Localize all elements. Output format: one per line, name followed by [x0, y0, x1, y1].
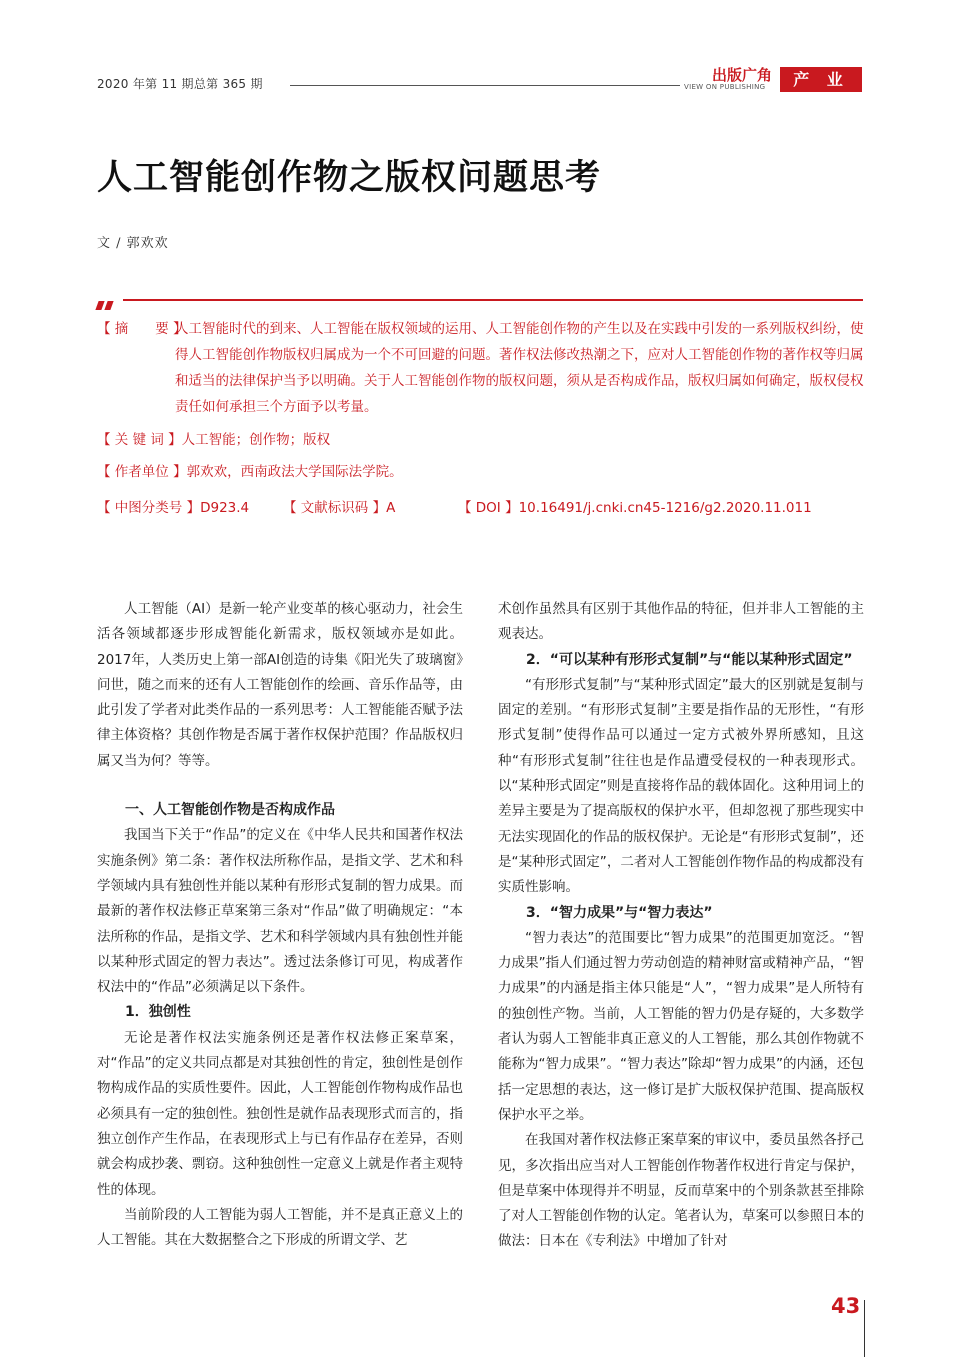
doi [458, 495, 812, 521]
clc-value: D923.4 [200, 500, 250, 516]
decor-bars [97, 295, 115, 314]
keywords [97, 427, 330, 453]
body-column-left [97, 597, 463, 1253]
paragraph: 人工智能（AI）是新一轮产业变革的核心驱动力，社会生活各领域都逐步形成智能化新需求，版权领域亦是如此。2017年，人类历史上第一部AI创造的诗集《阳光失了玻璃窗》问世，随之而来的还有人工智能创作的绘画、音乐作品等，由此引发了学者对此类作品的一系列思考：人工智能能否赋予法律主体资格？其创作物是否属于著作权保护范围？作品版权归属又当为何？等等。 [97, 601, 463, 769]
doc-value: A [386, 500, 396, 516]
subsection-heading: 3．“智力成果”与“智力表达” [526, 904, 713, 921]
doi-value: 10.16491/j.cnki.cn45-1216/g2.2020.11.011 [518, 500, 812, 516]
keywords-label: 【 关 键 词 】 [97, 432, 182, 448]
section-heading: 一、人工智能创作物是否构成作品 [125, 802, 335, 819]
paragraph: “智力表达”的范围要比“智力成果”的范围更加宽泛。“智力成果”指人们通过智力劳动创造的精神财富或精神产品，“智力成果”的内涵是指主体只能是“人”，“智力成果”是人所特有的独创性产物。当前，人工智能的智力仍是存疑的，大多数学者认为弱人工智能非真正意义的人工智能，那么其创作物就不能称为“智力成果”。“智力表达”除却“智力成果”的内涵，还包括一定思想的表达，这一修订是扩大版权保护范围、提高版权保护水平之举。 [498, 929, 864, 1123]
paragraph: 无论是著作权法实施条例还是著作权法修正案草案，对“作品”的定义共同点都是对其独创性的肯定，独创性是创作物构成作品的实质性要件。因此，人工智能创作物构成作品也必须具有一定的独创性。独创性是就作品表现形式而言的，指独立创作产生作品，在表现形式上与已有作品存在差异，否则就会构成抄袭、剽窃。这种独创性一定意义上就是作者主观特性的体现。 [97, 1029, 463, 1198]
paragraph: 当前阶段的人工智能为弱人工智能，并不是真正意义上的人工智能。其在大数据整合之下形成的所谓文学、艺 [97, 1206, 463, 1249]
header-rule [290, 85, 680, 86]
red-divider [123, 299, 863, 301]
author-unit [97, 459, 403, 485]
journal-logo-en: VIEW ON PUBLISHING [684, 83, 766, 91]
page-number: 43 [831, 1294, 861, 1318]
paragraph: “有形形式复制”与“某种形式固定”最大的区别就是复制与固定的差别。“有形形式复制”主要是指作品的无形性，“有形形式复制”使得作品可以通过一定方式被外界所感知，且这种“有形形式复制”往往也是作品遭受侵权的一种表现形式。以“某种形式固定”则是直接将作品的载体固化。这种用词上的差异主要是为了提高版权的保护水平，但却忽视了那些现实中无法实现固化的作品的版权保护。无论是“有形形式复制”，还是“某种形式固定”，二者对人工智能创作物作品的构成都没有实质性影响。 [498, 676, 864, 896]
subsection-heading: 1．独创性 [125, 1004, 191, 1021]
abstract [97, 316, 865, 420]
keywords-text: 人工智能；创作物；版权 [181, 432, 331, 448]
clc-code [97, 495, 249, 521]
journal-logo: 出版广角 [712, 66, 773, 84]
author-unit-text: 郭欢欢，西南政法大学国际法学院。 [186, 464, 403, 480]
paragraph: 我国当下关于“作品”的定义在《中华人民共和国著作权法实施条例》第二条：著作权法所称作品，是指文学、艺术和科学领域内具有独创性并能以某种有形形式复制的智力成果。而最新的著作权法修正草案第三条对“作品”做了明确规定：“本法所称的作品，是指文学、艺术和科学领域内具有独创性并能以某种形式固定的智力表达”。透过法条修订可见，构成著作权法中的“作品”必须满足以下条件。 [97, 827, 463, 996]
article-title: 人工智能创作物之版权问题思考 [97, 158, 602, 198]
paragraph: 在我国对著作权法修正案草案的审议中，委员虽然各抒己见，多次指出应当对人工智能创作物著作权进行肯定与保护，但是草案中体现得并不明显，反而草案中的个别条款甚至排除了对人工智能创作物的认定。笔者认为，草案可以参照日本的做法：日本在《专利法》中增加了针对 [498, 1132, 864, 1250]
section-tag: 产 业 [780, 67, 862, 92]
paragraph: 术创作虽然具有区别于其他作品的特征，但并非人工智能的主观表达。 [498, 601, 864, 643]
doi-label: 【 DOI 】 [458, 500, 519, 516]
issue-info: 2020 年第 11 期总第 365 期 [97, 77, 263, 91]
subsection-heading: 2．“可以某种有形形式复制”与“能以某种形式固定” [526, 651, 853, 668]
doc-label: 【 文献标识码 】 [283, 500, 387, 516]
body-column-right [498, 597, 864, 1255]
doc-code [283, 495, 395, 521]
abstract-text: 人工智能时代的到来、人工智能在版权领域的运用、人工智能创作物的产生以及在实践中引发的一系列版权纠纷，使得人工智能创作物版权归属成为一个不可回避的问题。著作权法修改热潮之下，应对人工智能创作物的著作权等归属和适当的法律保护当予以明确。关于人工智能创作物的版权问题，须从是否构成作品，版权归属如何确定，版权侵权责任如何承担三个方面予以考量。 [175, 321, 864, 415]
clc-label: 【 中图分类号 】 [97, 500, 201, 516]
page-number-rule [864, 1300, 865, 1357]
author-unit-label: 【 作者单位 】 [97, 464, 187, 480]
article-author: 文 / 郭欢欢 [97, 236, 169, 251]
abstract-label: 【 摘 要 】 [97, 321, 187, 337]
